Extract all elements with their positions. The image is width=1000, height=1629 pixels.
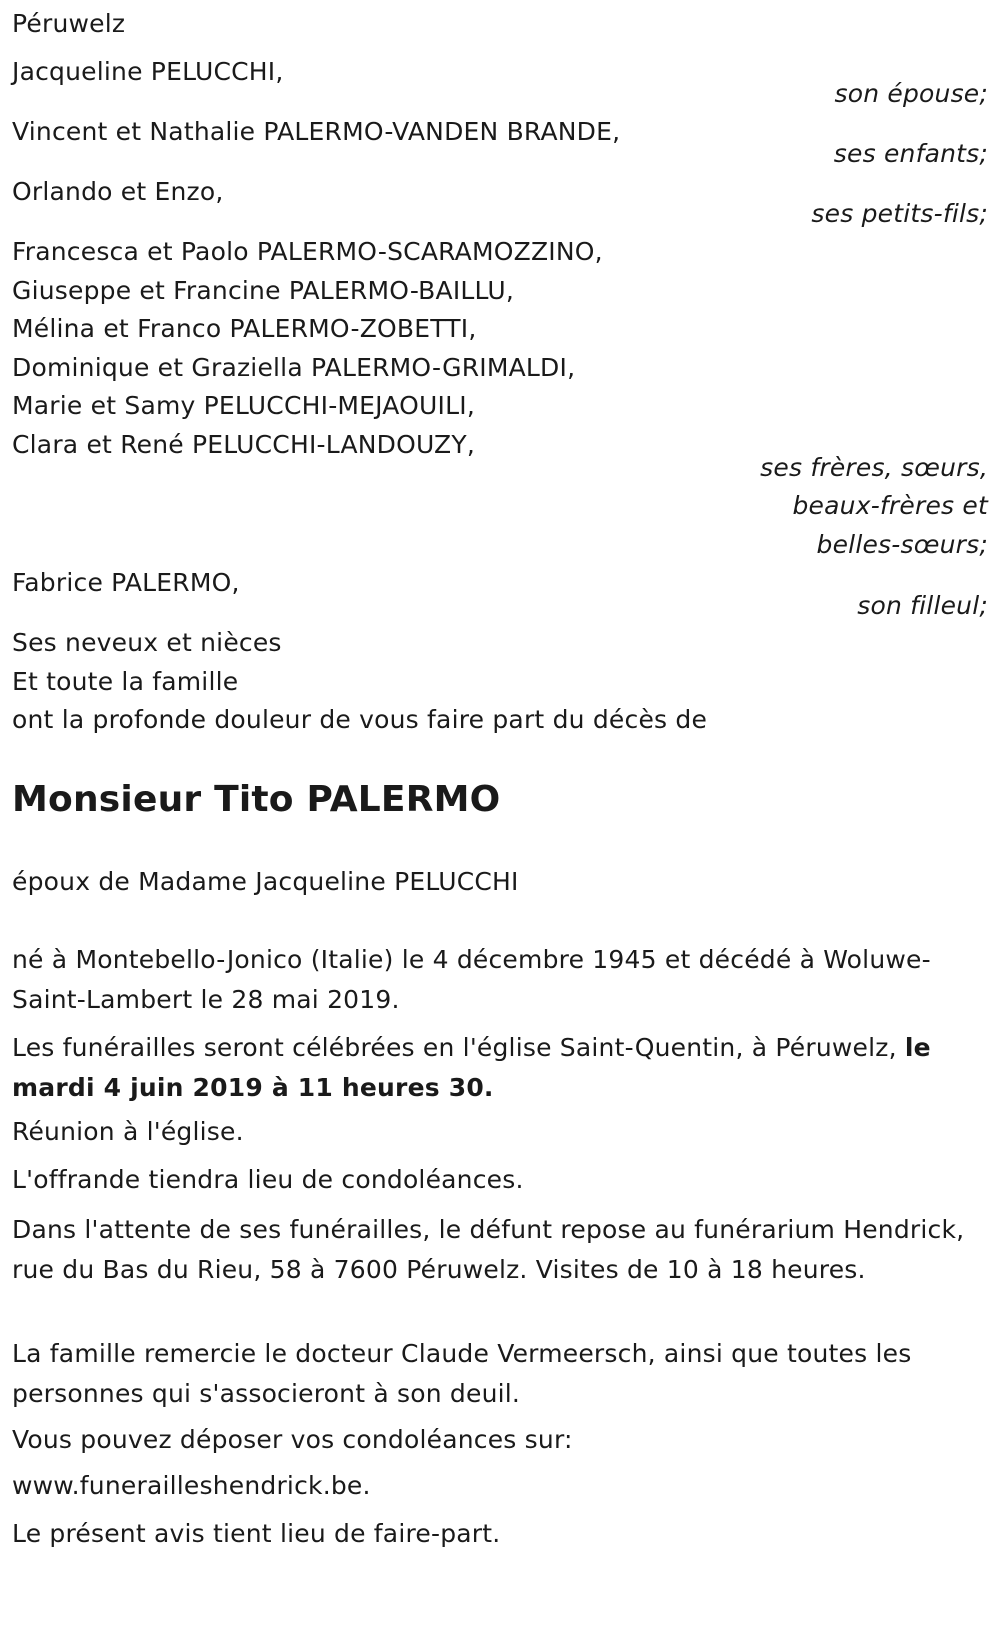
- funeral-text: [12, 1028, 980, 1108]
- meeting-text: Réunion à l'église.: [12, 1117, 244, 1146]
- spouse-of-text: époux de Madame Jacqueline PELUCCHI: [12, 867, 519, 896]
- website-link[interactable]: www.funerailleshendrick.be.: [12, 1471, 371, 1500]
- sibling-line: Mélina et Franco PALERMO-ZOBETTI,: [12, 314, 477, 343]
- thanks-text: La famille remercie le docteur Claude Vermeersch, ainsi que toutes les personnes qui s'associeront à son deuil.: [12, 1339, 912, 1408]
- spouse-role: son épouse;: [834, 79, 988, 108]
- siblings-role: beaux-frères et: [792, 491, 988, 520]
- sibling-line: Giuseppe et Francine PALERMO-BAILLU,: [12, 276, 515, 305]
- children-role: ses enfants;: [833, 139, 988, 168]
- offering-text: L'offrande tiendra lieu de condoléances.: [12, 1165, 524, 1194]
- funeral-date: le mardi 4 juin 2019 à 11 heures 30.: [12, 1033, 931, 1102]
- sibling-line: Marie et Samy PELUCCHI-MEJAOUILI,: [12, 391, 475, 420]
- deceased-name: Monsieur Tito PALERMO: [12, 779, 501, 820]
- spouse-name: Jacqueline PELUCCHI,: [12, 57, 284, 86]
- location-text: Péruwelz: [12, 9, 126, 38]
- others-line: Ses neveux et nièces: [12, 628, 282, 657]
- rest-text: Dans l'attente de ses funérailles, le défunt repose au funérarium Hendrick, rue du Bas du Rieu, 58 à 7600 Péruwelz. Visites de 10 à 18 heures.: [12, 1215, 965, 1284]
- announcement-text: ont la profonde douleur de vous faire part du décès de: [12, 705, 708, 734]
- closing-text: Le présent avis tient lieu de faire-part.: [12, 1519, 501, 1548]
- funeral-prefix: Les funérailles seront célébrées en l'église Saint-Quentin, à Péruwelz,: [12, 1033, 905, 1062]
- condolences-intro: Vous pouvez déposer vos condoléances sur:: [12, 1425, 573, 1454]
- others-line: Et toute la famille: [12, 667, 239, 696]
- sibling-line: Dominique et Graziella PALERMO-GRIMALDI,: [12, 353, 576, 382]
- siblings-role: belles-sœurs;: [816, 530, 988, 559]
- godson-name: Fabrice PALERMO,: [12, 568, 240, 597]
- sibling-line: Francesca et Paolo PALERMO-SCARAMOZZINO,: [12, 237, 603, 266]
- siblings-role: ses frères, sœurs,: [760, 453, 988, 482]
- grandchildren-role: ses petits-fils;: [811, 199, 988, 228]
- children-name: Vincent et Nathalie PALERMO-VANDEN BRANDE,: [12, 117, 621, 146]
- godson-role: son filleul;: [857, 591, 988, 620]
- grandchildren-name: Orlando et Enzo,: [12, 177, 224, 206]
- birth-death-text: né à Montebello-Jonico (Italie) le 4 décembre 1945 et décédé à Woluwe-Saint-Lambert le 28 mai 2019.: [12, 945, 931, 1014]
- sibling-line: Clara et René PELUCCHI-LANDOUZY,: [12, 430, 475, 459]
